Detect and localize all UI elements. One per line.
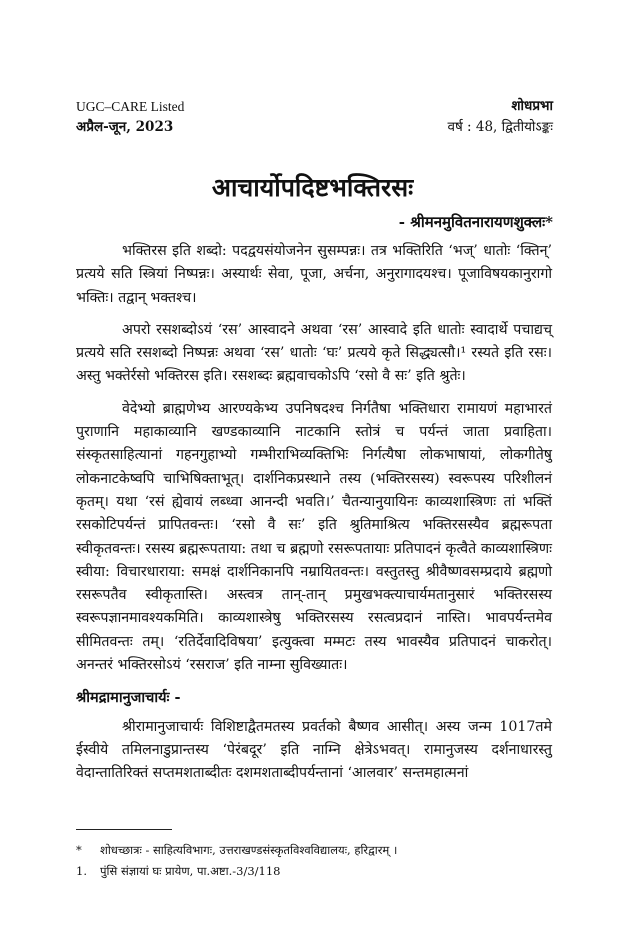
article-title: आचार्योपदिष्टभक्तिरसः [211, 173, 414, 202]
paragraph: अपरो रसशब्दोऽयं ‘रस’ आस्वादने अथवा ‘रस’ आस्वादे इति धातोः स्वादार्थे पचाद्यच् प्रत्यये सति रसशब्दो निष्पन्नः अथवा ‘रस’ धातोः ‘घः’ प्रत्यये कृते सिद्ध्यत्सौ।¹ रस्यते इति रसः। अस्तु भक्तेर्रसो भक्तिरस इति। रसशब्दः ब्रह्मवाचकोऽपि ‘रसो वै सः’ इति श्रुतेः। [76, 321, 552, 385]
header-right [447, 96, 553, 138]
footnote [76, 861, 552, 882]
article-body [76, 240, 552, 795]
footnote-text: शोधच्छात्रः - साहित्यविभागः, उत्तराखण्डसंस्कृतविश्वविद्यालयः, हरिद्वारम् । [100, 843, 398, 857]
footnotes [76, 840, 552, 882]
footnote-mark: 1. [76, 864, 87, 878]
paragraph: वेदेभ्यो ब्राह्मणेभ्य आरण्यकेभ्य उपनिषदश्च निर्गतैषा भक्तिधारा रामायणं महाभारतं पुराणानि महाकाव्यानि खण्डकाव्यानि नाटकानि स्तोत्रं च पर्यन्तं जाता प्रवाहिता। संस्कृतसाहित्यानां गहनगुहाभ्यो गम्भीराभिव्यक्तिभिः निर्गत्यैषा लोकभाषायां, लोकगीतेषु लोकनाटकेष्वपि चाभिषिक्ताभूत्। दार्शनिकप्रस्थाने तस्य (भक्तिरसस्य) स्वरूपस्य परिशीलनं कृतम्। यथा ‘रसं ह्येवायं लब्ध्वा आनन्दी भवति।’ चैतन्यानुयायिनः काव्यशास्त्रिणः तां भक्तिं रसकोटिपर्यन्तं प्रापितवन्तः। ‘रसो वै सः’ इति श्रुतिमाश्रित्य भक्तिरसस्यैव ब्रह्मरूपता स्वीकृतवन्तः। रसस्य ब्रह्मरूपताया: तथा च ब्रह्मणो रसरूपतायाः प्रतिपादनं कृत्वैते काव्यशास्त्रिणः स्वीया: विचारधाराया: समक्षं दार्शनिकानपि नम्रायितवन्तः। वस्तुतस्तु श्रीवैष्णवसम्प्रदाये ब्रह्मणो रसरूपतैव स्वीकृतास्ति। अस्त्वत्र तान्-तान् प्रमुखभक्त्याचार्यमतानुसारं भक्तिरसस्य स्वरूपज्ञानमावश्यकमिति। काव्यशास्त्रेषु भक्तिरसस्य रसत्वप्रदानं नास्ति। भावपर्यन्तमेव सीमितवन्तः तम्। ‘रतिर्देवादिविषया’ इत्युक्त्वा मम्मटः तस्य भावस्यैव प्रतिपादनं चाकरोत्। अनन्तरं भक्तिरसोऽयं ‘रसराज’ इति नाम्ना सुविख्यातः। [76, 400, 552, 674]
section-heading: श्रीमद्रामानुजाचार्यः - [76, 689, 181, 707]
paragraph: श्रीरामानुजाचार्यः विशिष्टाद्वैतमतस्य प्रवर्तको बैष्णव आसीत्। अस्य जन्म 1017तमे ईस्वीये तमिलनाडुप्रान्तस्य ‘पेरंबदूर’ इति नाम्नि क्षेत्रेऽभवत्। रामानुजस्य दर्शनाधारस्तु वेदान्तातिरिक्तं सप्तमशताब्दीतः दशमशताब्दीपर्यन्तानां ‘आलवार’ सन्तमहात्मनां [76, 718, 552, 782]
issue-date: अप्रैल-जून, 2023 [76, 119, 174, 135]
footnote-mark: * [76, 843, 82, 857]
footnote-divider [76, 829, 172, 830]
footnote [76, 840, 552, 861]
journal-listing: UGC–CARE Listed [76, 99, 185, 114]
issue-number: वर्ष : 48, द्वितीयोऽङ्कः [447, 119, 553, 135]
publication-name: शोधप्रभा [511, 98, 553, 114]
footnote-text: पुंसि संज्ञायां घः प्रायेण, पा.अष्टा.-3/3/118 [100, 864, 281, 878]
paragraph: भक्तिरस इति शब्दो: पदद्वयसंयोजनेन सुसम्पन्नः। तत्र भक्तिरिति ‘भज्’ धातोः ‘क्तिन्’ प्रत्यये सति स्त्रियां निष्पन्नः। अस्यार्थः सेवा, पूजा, अर्चना, अनुरागादयश्च। पूजाविषयकानुरागो भक्तिः। तद्वान् भक्तश्च। [76, 243, 552, 306]
header-left [76, 96, 184, 138]
article-author: - श्रीमनमुवितनारायणशुक्लः* [398, 213, 553, 231]
